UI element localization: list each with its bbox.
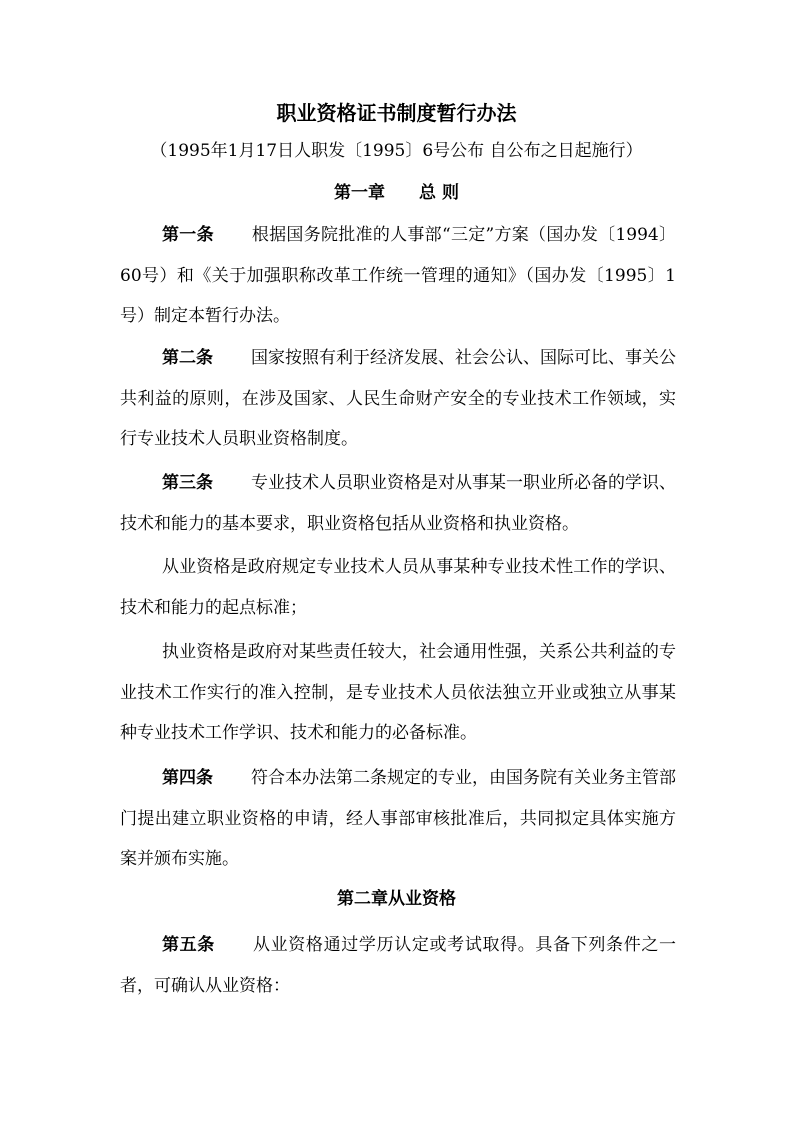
article-3-label: 第三条 <box>162 473 213 493</box>
article-2 <box>120 338 676 460</box>
paragraph-zhiye-zige-text: 执业资格是政府对某些责任较大，社会通用性强，关系公共利益的专业技术工作实行的准入控制，是专业技术人员依法独立开业或独立从事某种专业技术工作学识、技术和能力的必备标准。 <box>120 642 676 743</box>
article-1 <box>120 215 676 337</box>
paragraph-zhiye-zige <box>120 632 676 754</box>
article-1-text: 根据国务院批准的人事部“三定”方案（国办发〔1994〕60号）和《关于加强职称改革工作统一管理的通知》（国办发〔1995〕1号）制定本暂行办法。 <box>120 225 677 326</box>
article-5-label: 第五条 <box>162 935 215 955</box>
article-2-text: 国家按照有利于经济发展、社会公认、国际可比、事关公共利益的原则，在涉及国家、人民生命财产安全的专业技术工作领域，实行专业技术人员职业资格制度。 <box>120 348 676 449</box>
article-5 <box>120 925 676 1006</box>
chapter-1-name: 总 则 <box>419 183 459 203</box>
article-4 <box>120 758 676 880</box>
paragraph-congye-zige <box>120 547 676 628</box>
article-2-label: 第二条 <box>162 348 213 368</box>
article-4-text: 符合本办法第二条规定的专业，由国务院有关业务主管部门提出建立职业资格的申请，经人事部审核批准后，共同拟定具体实施方案并颁布实施。 <box>120 768 676 869</box>
article-3 <box>120 463 676 544</box>
chapter-2-heading: 第二章从业资格 <box>337 889 456 909</box>
document-title: 职业资格证书制度暂行办法 <box>276 101 517 125</box>
chapter-1-heading <box>0 179 793 207</box>
article-5-text: 从业资格通过学历认定或考试取得。具备下列条件之一者，可确认从业资格： <box>120 935 677 996</box>
document-subtitle: （1995年1月17日人职发〔1995〕6号公布 自公布之日起施行） <box>150 141 643 161</box>
chapter-1-label: 第一章 <box>334 183 386 203</box>
article-1-label: 第一条 <box>162 225 214 245</box>
article-3-text: 专业技术人员职业资格是对从事某一职业所必备的学识、技术和能力的基本要求，职业资格包括从业资格和执业资格。 <box>120 473 676 534</box>
article-4-label: 第四条 <box>162 768 213 788</box>
paragraph-congye-zige-text: 从业资格是政府规定专业技术人员从事某种专业技术性工作的学识、技术和能力的起点标准； <box>120 557 676 618</box>
